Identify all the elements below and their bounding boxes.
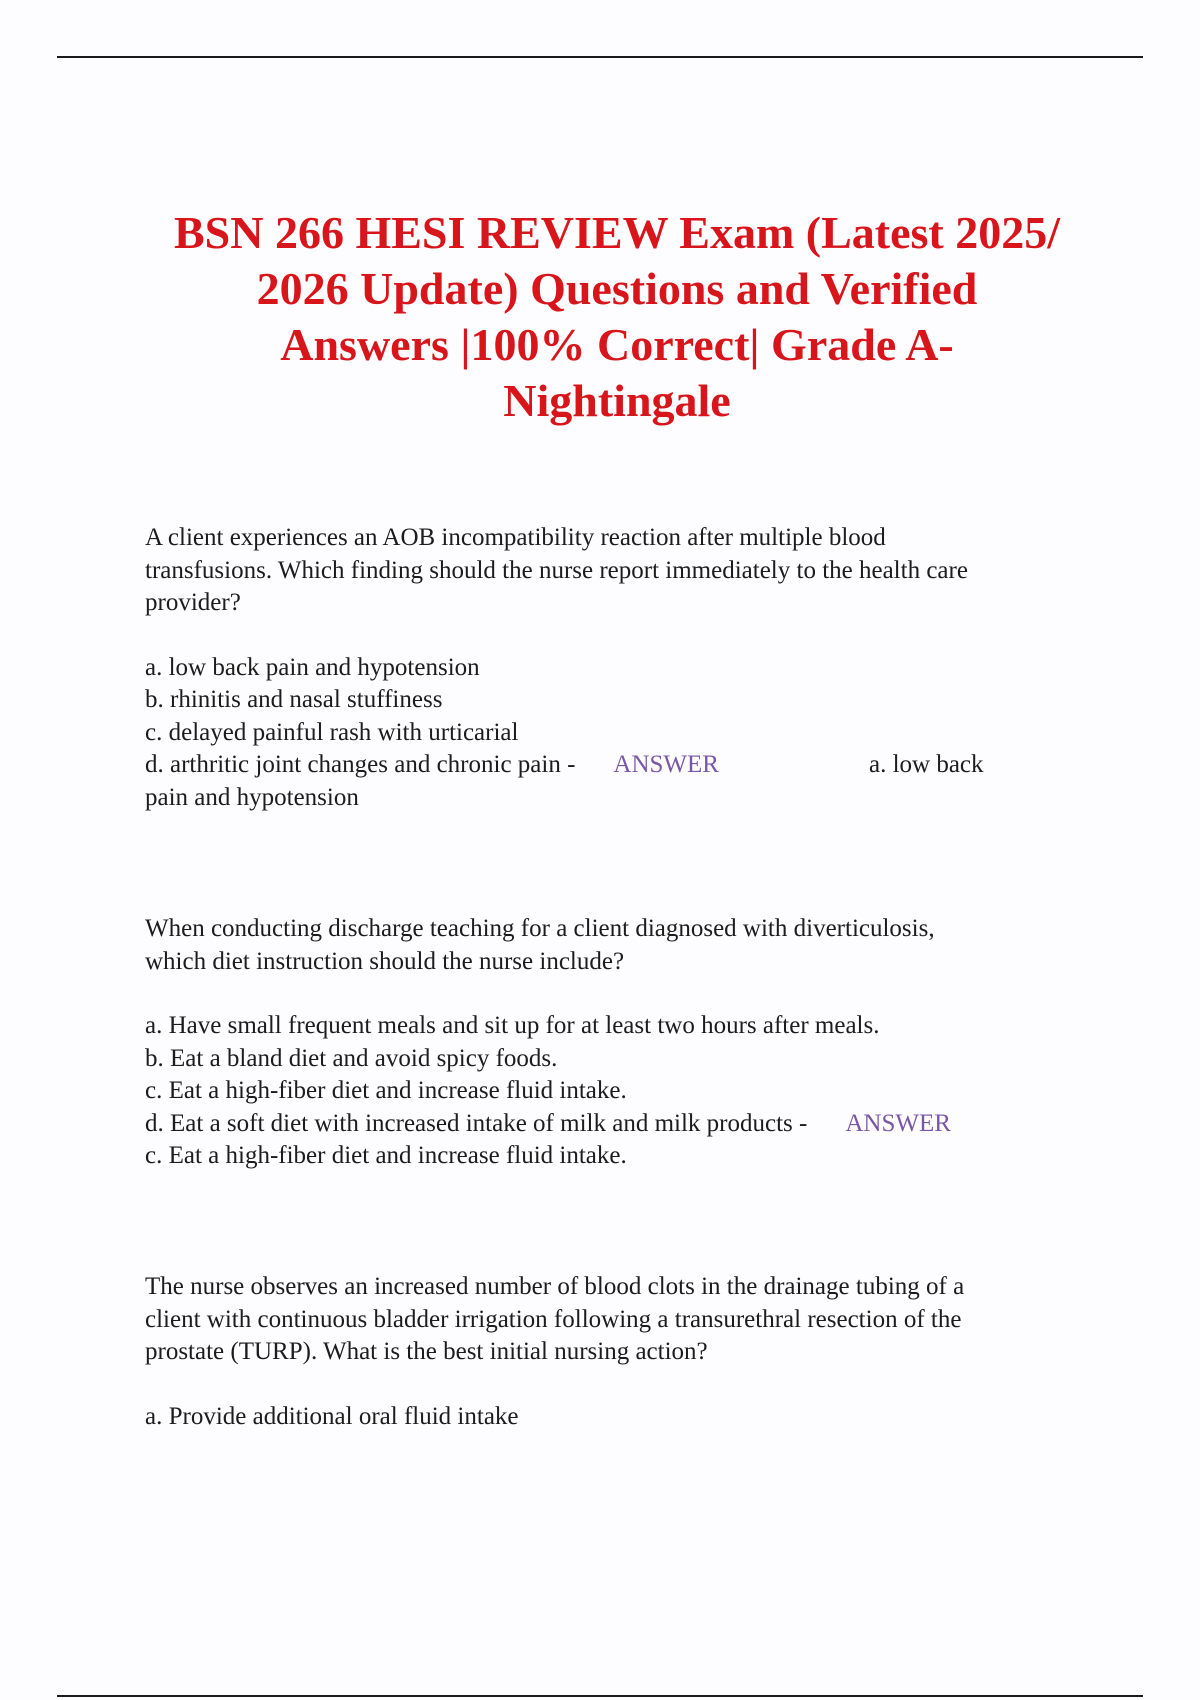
question-stem-line: A client experiences an AOB incompatibility reaction after multiple blood [145, 524, 886, 551]
option-d: d. Eat a soft diet with increased intake of milk and milk products - [145, 1109, 808, 1137]
question-stem-line: provider? [145, 589, 241, 616]
question-3 [145, 1271, 1075, 1433]
option-b: b. rhinitis and nasal stuffiness [145, 686, 443, 713]
question-stem-line: transfusions. Which finding should the nurse report immediately to the health care [145, 556, 968, 584]
option-d: d. arthritic joint changes and chronic pain - [145, 751, 576, 778]
answer-label: ANSWER [845, 1109, 951, 1137]
answer-text-continued: pain and hypotension [145, 783, 359, 811]
option-c: c. delayed painful rash with urticarial [145, 718, 519, 746]
option-d-with-answer [145, 1108, 1075, 1141]
document-title [100, 205, 1134, 429]
question-2 [145, 913, 1075, 1173]
top-rule [57, 56, 1143, 58]
answer-label: ANSWER [613, 751, 719, 778]
option-a: a. Provide additional oral fluid intake [145, 1402, 519, 1430]
answer-text: c. Eat a high-fiber diet and increase fluid intake. [145, 1142, 627, 1169]
option-c: c. Eat a high-fiber diet and increase fluid intake. [145, 1077, 627, 1104]
option-b: b. Eat a bland diet and avoid spicy foods. [145, 1044, 558, 1072]
question-stem-line: The nurse observes an increased number of blood clots in the drainage tubing of a [145, 1273, 965, 1300]
bottom-rule [57, 1695, 1143, 1697]
title-line: Answers |100% Correct| Grade A- [280, 319, 954, 370]
option-a: a. Have small frequent meals and sit up for at least two hours after meals. [145, 1012, 880, 1039]
option-a: a. low back pain and hypotension [145, 653, 480, 681]
option-d-with-answer [145, 749, 1075, 782]
question-stem-line: client with continuous bladder irrigation following a transurethral resection of the [145, 1305, 962, 1333]
question-stem-line: which diet instruction should the nurse include? [145, 947, 625, 975]
question-1 [145, 522, 1075, 814]
title-line: BSN 266 HESI REVIEW Exam (Latest 2025/ [173, 207, 1061, 258]
question-stem-line: prostate (TURP). What is the best initial nursing action? [145, 1338, 708, 1365]
title-line: 2026 Update) Questions and Verified [256, 263, 978, 314]
title-line: Nightingale [503, 375, 731, 426]
question-stem-line: When conducting discharge teaching for a client diagnosed with diverticulosis, [145, 915, 935, 942]
answer-text: a. low back [868, 751, 984, 778]
